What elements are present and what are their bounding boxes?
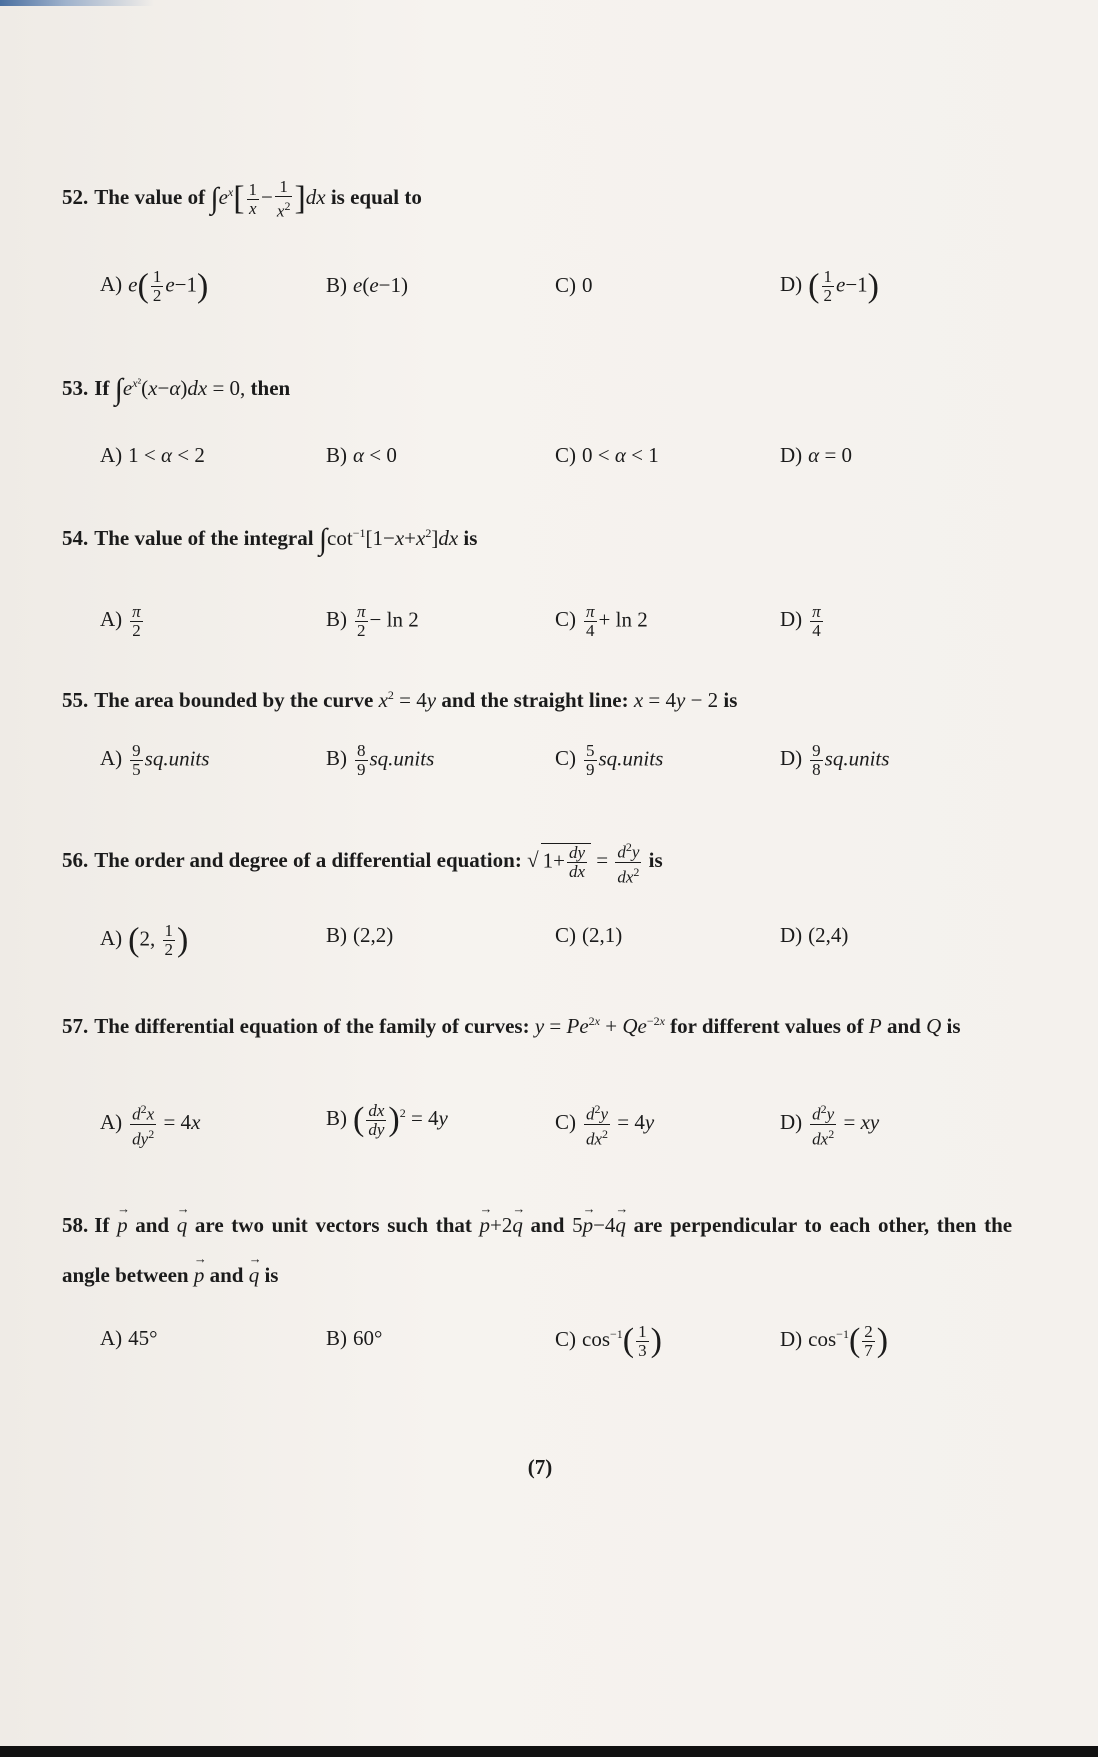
option-58-d[interactable]: D) $\cos^{-1}$( $\frac{2}{7}$ ) bbox=[780, 1321, 889, 1360]
option-58-b[interactable]: B) 60° bbox=[326, 1326, 383, 1350]
family-equation: $y = Pe^{2x} + Qe^{-2x}$ bbox=[534, 1014, 665, 1038]
scan-top-edge bbox=[0, 0, 1098, 6]
option-54-a[interactable]: A) $\frac{\pi}{2}$ bbox=[100, 602, 141, 640]
differential-equation: √ 1+ $\frac{dy}{dx}$ = $\frac{d^2y}{dx^2}$ bbox=[527, 840, 640, 887]
question-54 bbox=[62, 520, 478, 557]
option-56-b[interactable]: B) (2,2) bbox=[326, 923, 394, 947]
option-52-b[interactable]: B) e(e−1) bbox=[326, 273, 408, 297]
question-tail: is equal to bbox=[330, 185, 422, 210]
question-is: is bbox=[946, 1014, 961, 1038]
question-number: 55. bbox=[62, 688, 89, 712]
question-tail: is bbox=[463, 526, 478, 550]
option-55-a[interactable]: A) $\frac{9}{5}$ sq.units bbox=[100, 741, 210, 779]
question-52 bbox=[62, 178, 422, 221]
question-55 bbox=[62, 682, 737, 713]
option-57-a[interactable]: A) $\frac{d^2x}{dy^2}$ = 4x bbox=[100, 1102, 201, 1149]
page-number: (7) bbox=[527, 1455, 553, 1479]
question-56 bbox=[62, 838, 663, 886]
integral-expression: $\int e^{x^2}(x-\alpha)dx = 0$, bbox=[114, 373, 246, 407]
question-and: and bbox=[886, 1014, 921, 1038]
question-mid: and the straight line: bbox=[441, 688, 629, 712]
question-text: The differential equation of the family of curves: bbox=[94, 1014, 530, 1038]
option-53-d[interactable]: D) α = 0 bbox=[780, 443, 853, 467]
option-52-c[interactable]: C) 0 bbox=[555, 273, 593, 297]
question-tail: then bbox=[250, 376, 291, 400]
option-53-c[interactable]: C) 0 < α < 1 bbox=[555, 443, 659, 467]
option-58-c[interactable]: C) $\cos^{-1}$( $\frac{1}{3}$ ) bbox=[555, 1321, 662, 1360]
question-text: If bbox=[94, 376, 110, 400]
question-text: The value of bbox=[94, 185, 206, 210]
option-57-d[interactable]: D) $\frac{d^2y}{dx^2}$ = xy bbox=[780, 1102, 880, 1149]
question-number: 54. bbox=[62, 526, 89, 550]
option-54-b[interactable]: B) $\frac{\pi}{2}$ − ln 2 bbox=[326, 602, 419, 640]
question-text: The order and degree of a differential equation: bbox=[94, 847, 522, 872]
question-tail: is bbox=[264, 1263, 279, 1287]
option-56-c[interactable]: C) (2,1) bbox=[555, 923, 623, 947]
option-57-b[interactable]: B) ( $\frac{dx}{dy}$ )$^2$ = 4y bbox=[326, 1100, 448, 1139]
question-number: 52. bbox=[62, 185, 89, 210]
scan-bottom-edge bbox=[0, 1746, 1098, 1757]
question-number: 57. bbox=[62, 1014, 89, 1038]
integral-expression: $\int e^x$[ $\frac{1}{x}$ − $\frac{1}{x^2}$ ]dx bbox=[210, 177, 326, 221]
question-number: 53. bbox=[62, 376, 89, 400]
question-number: 56. bbox=[62, 847, 89, 872]
question-tail: for different values of bbox=[670, 1014, 864, 1038]
option-57-c[interactable]: C) $\frac{d^2y}{dx^2}$ = 4y bbox=[555, 1102, 655, 1149]
question-text: The value of the integral bbox=[94, 526, 314, 550]
option-52-a[interactable]: A) e( $\frac{1}{2}$ e−1) bbox=[100, 267, 209, 305]
question-text: If bbox=[94, 1213, 110, 1237]
option-55-b[interactable]: B) $\frac{8}{9}$ sq.units bbox=[326, 741, 435, 779]
curve-equation: $x^2 = 4y$ bbox=[378, 688, 437, 712]
option-52-d[interactable]: D) ( $\frac{1}{2}$ e−1) bbox=[780, 267, 879, 305]
question-58: 58. If → p and → q are two unit vectors such that → p+2→ q and 5→ p−4→ q are perpendicular to each other, then the angle between → p and → q is bbox=[62, 1200, 1012, 1300]
option-55-d[interactable]: D) $\frac{9}{8}$ sq.units bbox=[780, 741, 890, 779]
option-58-a[interactable]: A) 45° bbox=[100, 1326, 158, 1350]
question-tail: is bbox=[648, 847, 663, 872]
question-53 bbox=[62, 370, 291, 407]
question-text: The area bounded by the curve bbox=[94, 688, 374, 712]
line-equation: x = 4y − 2 bbox=[633, 688, 719, 712]
question-57: 57. The differential equation of the family of curves: $y = Pe^{2x} + Qe^{-2x}$ for different values of P and Q is bbox=[62, 1004, 1012, 1043]
option-54-d[interactable]: D) $\frac{\pi}{4}$ bbox=[780, 602, 821, 640]
integral-expression: $\int\cot^{-1}[1-x+x^2]dx$ bbox=[318, 523, 459, 557]
option-53-a[interactable]: A) 1 < α < 2 bbox=[100, 443, 205, 467]
option-55-c[interactable]: C) $\frac{5}{9}$ sq.units bbox=[555, 741, 664, 779]
option-53-b[interactable]: B) α < 0 bbox=[326, 443, 397, 467]
question-number: 58. bbox=[62, 1213, 89, 1237]
option-56-a[interactable]: A) (2, $\frac{1}{2}$ ) bbox=[100, 921, 189, 959]
option-54-c[interactable]: C) $\frac{\pi}{4}$ + ln 2 bbox=[555, 602, 648, 640]
option-56-d[interactable]: D) (2,4) bbox=[780, 923, 849, 947]
question-tail: is bbox=[723, 688, 738, 712]
